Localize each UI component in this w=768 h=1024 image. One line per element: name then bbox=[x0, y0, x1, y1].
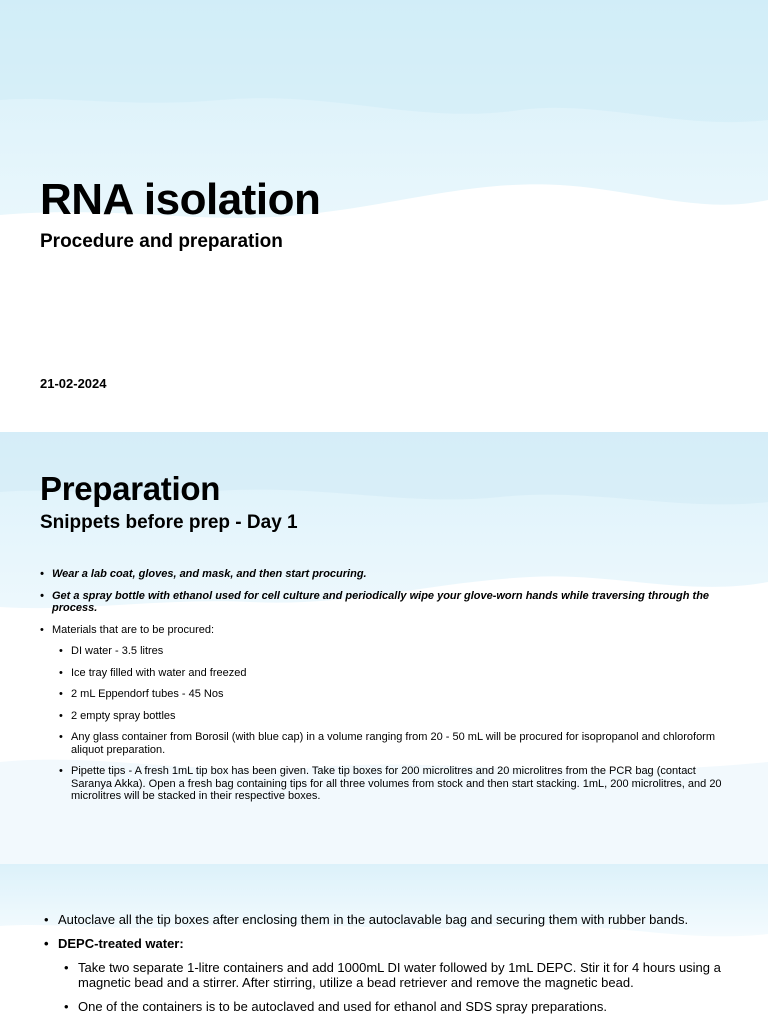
list-item: • DEPC-treated water: bbox=[44, 936, 734, 951]
preparation-list bbox=[40, 568, 730, 812]
list-item: • Wear a lab coat, gloves, and mask, and then start procuring. bbox=[40, 568, 730, 581]
list-item: • Ice tray filled with water and freezed bbox=[59, 667, 730, 680]
procedure-slide bbox=[0, 864, 768, 1024]
list-item: • 2 mL Eppendorf tubes - 45 Nos bbox=[59, 688, 730, 701]
list-item: • 2 empty spray bottles bbox=[59, 710, 730, 723]
presentation-subtitle: Procedure and preparation bbox=[40, 231, 283, 252]
presentation-title: RNA isolation bbox=[40, 175, 321, 224]
section-subtitle: Snippets before prep - Day 1 bbox=[40, 512, 298, 533]
section-title: Preparation bbox=[40, 470, 221, 507]
list-item: • One of the containers is to be autoclaved and used for ethanol and SDS spray preparations. bbox=[64, 999, 734, 1014]
preparation-slide bbox=[0, 432, 768, 864]
list-item: • Materials that are to be procured: bbox=[40, 624, 730, 637]
list-item: • Any glass container from Borosil (with blue cap) in a volume ranging from 20 - 50 mL will be procured for isopropanol and chloroform aliquot preparation. bbox=[59, 731, 730, 756]
list-item: • Autoclave all the tip boxes after enclosing them in the autoclavable bag and securing them with rubber bands. bbox=[44, 912, 734, 927]
presentation-date: 21-02-2024 bbox=[40, 376, 107, 391]
list-item: • Pipette tips - A fresh 1mL tip box has been given. Take tip boxes for 200 microlitres and 20 microlitres from the PCR bag (contact Saranya Akka). Open a fresh bag containing tips for all three volumes from stock and then start stacking. 1mL, 200 microlitres, and 20 microlitres will be stacked in their respective boxes. bbox=[59, 765, 730, 803]
list-item: • Take two separate 1-litre containers and add 1000mL DI water followed by 1mL DEPC. Stir it for 4 hours using a magnetic bead and a stirrer. After stirring, utilize a bead retriever and remove the magnetic bead. bbox=[64, 960, 734, 990]
procedure-list bbox=[44, 912, 734, 1023]
list-item: • Get a spray bottle with ethanol used for cell culture and periodically wipe your glove-worn hands while traversing through the process. bbox=[40, 590, 730, 615]
list-item: • DI water - 3.5 litres bbox=[59, 645, 730, 658]
title-slide bbox=[0, 0, 768, 432]
